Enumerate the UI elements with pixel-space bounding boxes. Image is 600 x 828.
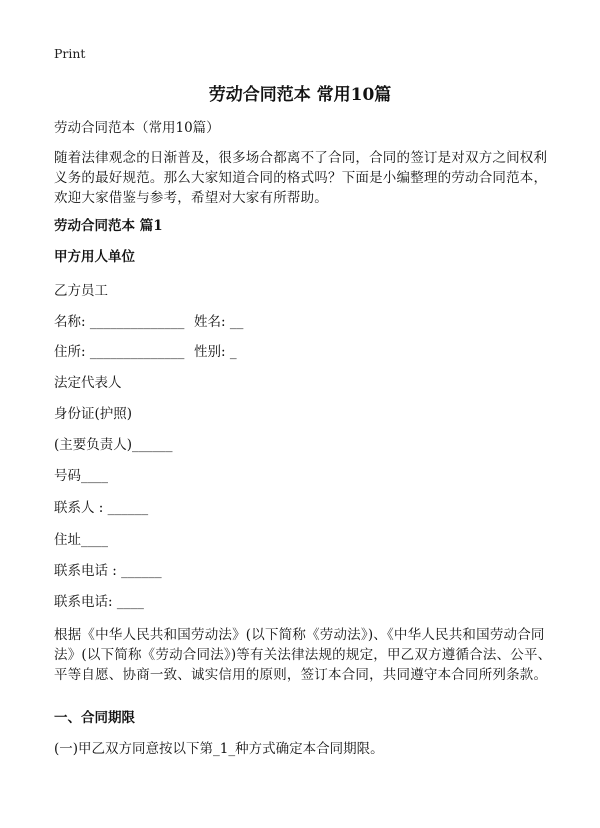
address-field: 住所: ______________ — [54, 344, 185, 360]
party-b-label: 乙方员工 — [54, 283, 108, 299]
clause-1-text: (一)甲乙双方同意按以下第_1_种方式确定本合同期限。 — [54, 741, 384, 757]
principal-field: (主要负责人)______ — [54, 437, 173, 453]
document-subtitle: 劳动合同范本（常用10篇） — [54, 120, 220, 136]
full-name-field: 姓名: __ — [194, 314, 244, 330]
phone-field-2: 联系电话: ____ — [54, 594, 144, 610]
number-field: 号码____ — [54, 468, 108, 484]
legal-basis-paragraph: 根据《中华人民共和国劳动法》(以下简称《劳动法》)、《中华人民共和国劳动合同法》(以下简称《劳动合同法》)等有关法律法规的规定，甲乙双方遵循合法、公平、平等自愿、协商一致、诚实信用的原则，签订本合同，共同遵守本合同所列条款。 — [54, 627, 552, 683]
document-title: 劳动合同范本 常用10篇 — [208, 85, 392, 105]
contact-field: 联系人 : ______ — [54, 500, 149, 516]
intro-paragraph: 随着法律观念的日渐普及，很多场合都离不了合同，合同的签订是对双方之间权利义务的最好规范。那么大家知道合同的格式吗？下面是小编整理的劳动合同范本，欢迎大家借鉴与参考，希望对大家有所帮助。 — [54, 150, 548, 206]
id-card-field: 身份证(护照) — [54, 406, 133, 422]
gender-field: 性别: _ — [194, 344, 237, 360]
print-label[interactable]: Print — [54, 46, 86, 61]
name-field: 名称: ______________ — [54, 314, 185, 330]
section-title: 劳动合同范本 篇1 — [54, 218, 163, 234]
legal-rep-field: 法定代表人 — [54, 375, 122, 391]
party-a-label: 甲方用人单位 — [54, 249, 135, 265]
phone-field-1: 联系电话 : ______ — [54, 563, 162, 579]
clause-1-title: 一、合同期限 — [54, 710, 135, 726]
residence-field: 住址____ — [54, 532, 108, 548]
